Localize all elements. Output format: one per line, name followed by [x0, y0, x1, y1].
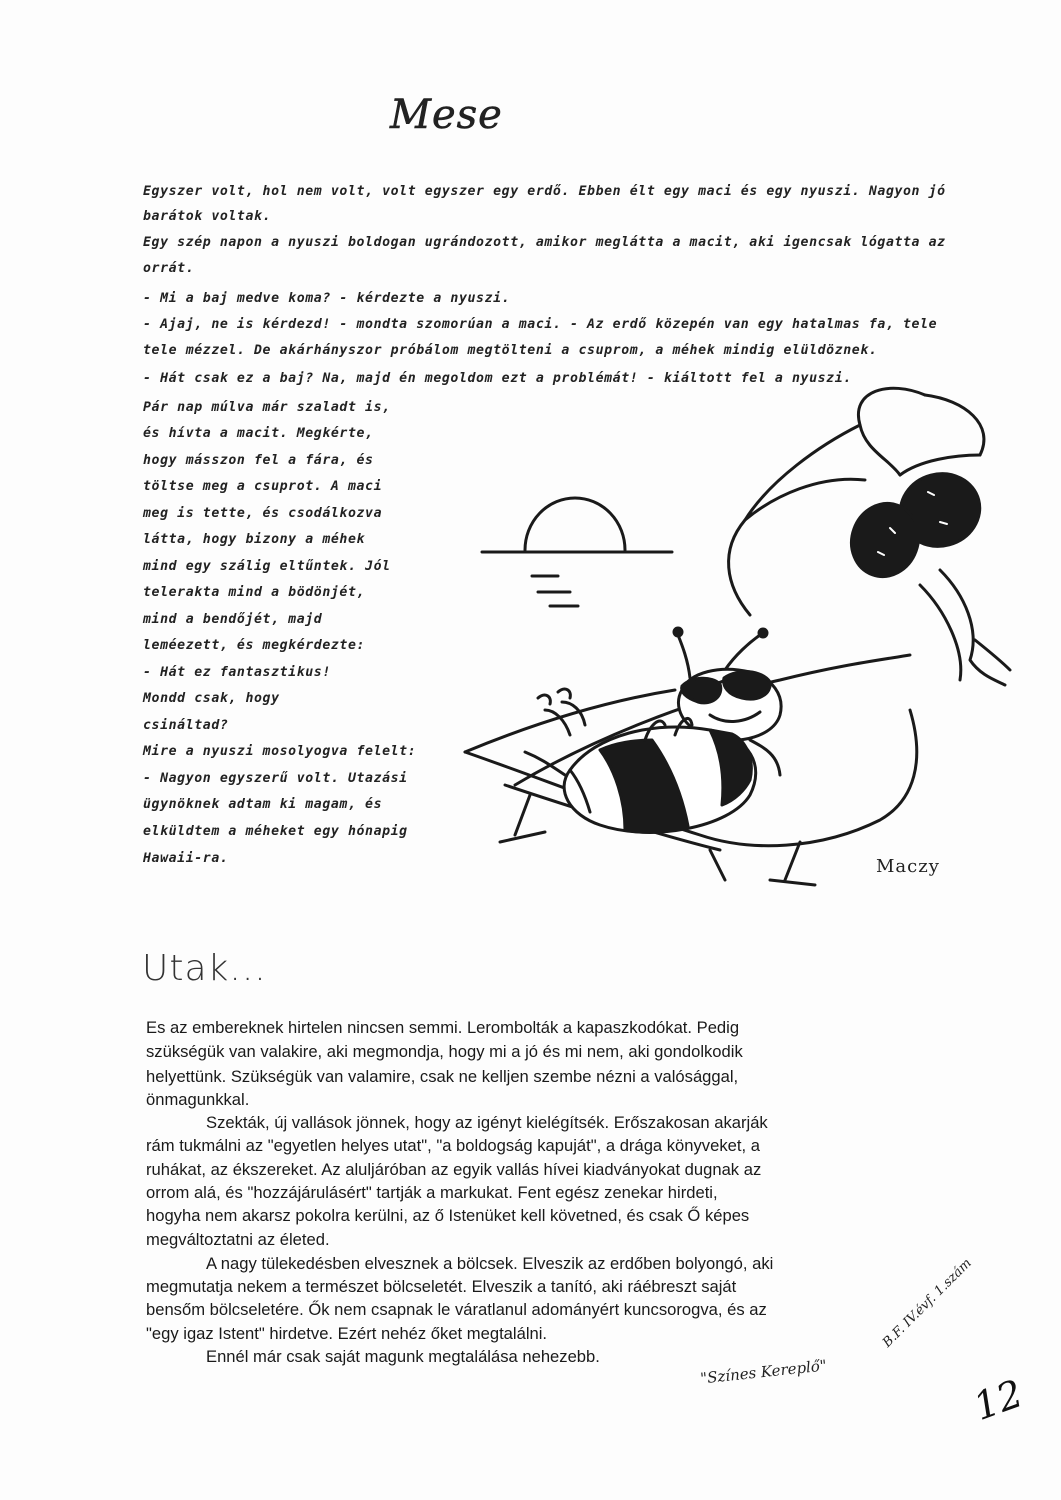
coconuts-drawing: [841, 465, 988, 586]
utak-line: ruhákat, az ékszereket. Az aluljáróban az egyik vallás hívei kiadványokat dugnak az: [146, 1160, 762, 1179]
mese-line: mind egy szálig eltűntek. Jól: [143, 559, 391, 574]
utak-line: hogyha nem akarsz pokolra kerülni, az ő Istenüket kell követned, és csak Ő képes: [146, 1206, 750, 1225]
utak-line: szükségük van valakire, aki megmondja, hogy mi a jó és mi nem, aki gondolkodik: [146, 1042, 743, 1061]
utak-line: megmutatja nekem a természet bölcseletét. Elveszik a tanító, aki ráébreszt saját: [146, 1277, 737, 1296]
mese-line: Mire a nyuszi mosolyogva felelt:: [143, 744, 417, 759]
mese-line: Hawaii-ra.: [143, 851, 229, 866]
illustrator-signature: Maczy: [876, 856, 940, 877]
mese-line: Pár nap múlva már szaladt is,: [143, 400, 391, 415]
bee-on-beach-illustration: [420, 380, 1020, 900]
mese-line: meg is tette, és csodálkozva: [143, 506, 383, 521]
mese-line: hogy másszon fel a fára, és: [143, 453, 374, 468]
utak-line: orrom alá, és "hozzájárulásért" tartják a markukat. Fent egész zenekar hirdeti,: [146, 1183, 718, 1202]
mese-line: - Mi a baj medve koma? - kérdezte a nyuszi.: [143, 291, 511, 306]
utak-line: önmagunkkal.: [146, 1090, 250, 1109]
mese-line: tele mézzel. De akárhányszor próbálom megtölteni a csuprom, a méhek mindig elüldöznek.: [143, 343, 878, 358]
mese-line: leméezett, és megkérdezte:: [143, 638, 366, 653]
mese-line: csináltad?: [143, 718, 229, 733]
mese-line: orrát.: [143, 261, 195, 276]
utak-line: Szekták, új vallások jönnek, hogy az igényt kielégítsék. Erőszakosan akarják: [206, 1113, 768, 1132]
mese-line: Egy szép napon a nyuszi boldogan ugrándozott, amikor meglátta a macit, aki igencsak lógatta az: [143, 235, 946, 250]
utak-line: Es az embereknek hirtelen nincsen semmi. Lerombolták a kapaszkodókat. Pedig: [146, 1018, 740, 1037]
utak-line: Ennél már csak saját magunk megtalálása nehezebb.: [206, 1347, 600, 1366]
mese-line: és hívta a macit. Megkérte,: [143, 426, 374, 441]
mese-line: töltse meg a csuprot. A maci: [143, 479, 383, 494]
mese-title: Mese: [390, 92, 503, 138]
mese-line: mind a bendőjét, majd: [143, 612, 323, 627]
utak-line: "egy igaz Istent" hirdetve. Ezért nehéz őket megtalálni.: [146, 1324, 548, 1343]
mese-line: ügynöknek adtam ki magam, és: [143, 797, 383, 812]
mese-line: - Hát csak ez a baj? Na, majd én megoldom ezt a problémát! - kiáltott fel a nyuszi.: [143, 371, 852, 386]
utak-line: A nagy tülekedésben elvesznek a bölcsek. Elveszik az erdőben bolyongó, aki: [206, 1254, 774, 1273]
mese-line: barátok voltak.: [143, 209, 272, 224]
page-number: 12: [967, 1371, 1029, 1429]
issue-stamp: B.F. IV.évf. 1.szám: [880, 1255, 975, 1351]
mese-line: látta, hogy bizony a méhek: [143, 532, 366, 547]
mese-line: - Nagyon egyszerű volt. Utazási: [143, 771, 408, 786]
bee-drawing: [525, 628, 781, 833]
mese-line: telerakta mind a bödönjét,: [143, 585, 366, 600]
utak-line: bensőm bölcseletére. Ők nem csapnak le váratlanul adományért kuncsorogva, és az: [146, 1300, 767, 1319]
author-signature: "Színes Kereplő": [699, 1356, 828, 1388]
mese-line: elküldtem a méheket egy hónapig: [143, 824, 408, 839]
setting-sun-drawing: [482, 498, 672, 606]
utak-line: megváltoztatni az életed.: [146, 1230, 330, 1249]
mese-line: - Ajaj, ne is kérdezd! - mondta szomorúan a maci. - Az erdő közepén van egy hatalmas fa, tele: [143, 317, 938, 332]
mese-line: Mondd csak, hogy: [143, 691, 280, 706]
mese-line: Egyszer volt, hol nem volt, volt egyszer egy erdő. Ebben élt egy maci és egy nyuszi. Nagyon jó: [143, 184, 946, 199]
utak-line: rám tukmálni az "egyetlen helyes utat", "a boldogság kapuját", a drága könyveket, a: [146, 1136, 760, 1155]
utak-title: Utak...: [142, 948, 267, 989]
mese-line: - Hát ez fantasztikus!: [143, 665, 331, 680]
utak-line: helyettünk. Szükségük van valamire, csak ne kelljen szembe nézni a valósággal,: [146, 1067, 739, 1086]
